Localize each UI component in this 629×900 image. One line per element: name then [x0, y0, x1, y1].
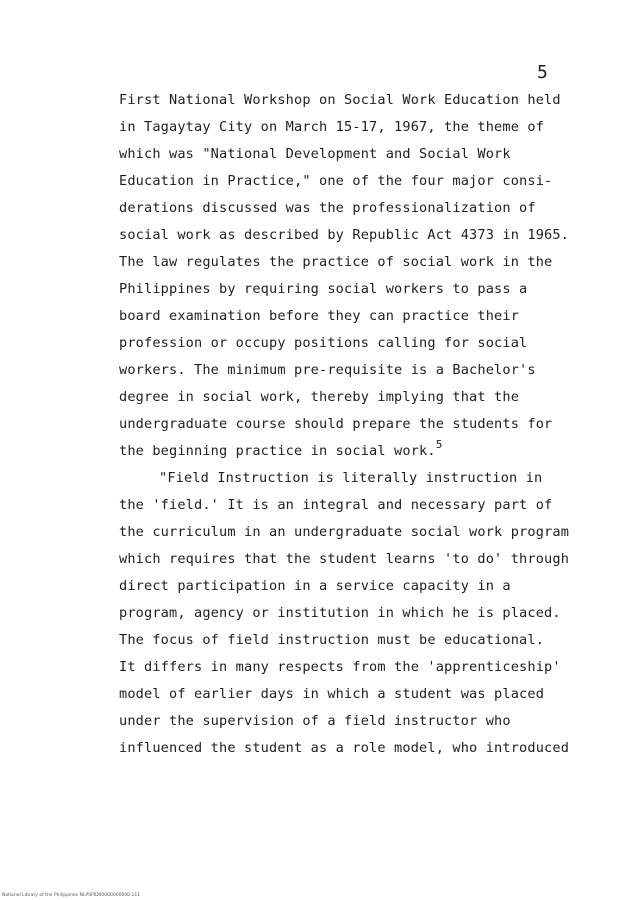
text-line: Philippines by requiring social workers to pass a [119, 281, 528, 297]
text-line: program, agency or institution in which he is placed. [119, 605, 561, 621]
archive-footer-note: National Library of the Philippines NLPSPID00000000000 111 [2, 893, 141, 898]
text-line: workers. The minimum pre-requisite is a Bachelor's [119, 362, 536, 378]
text-line: the curriculum in an undergraduate social work program [119, 524, 570, 540]
text-line: in Tagaytay City on March 15-17, 1967, the theme of [119, 119, 545, 135]
text-line: direct participation in a service capacity in a [119, 578, 511, 594]
page-number: 5 [537, 62, 548, 83]
text-line: derations discussed was the professionalization of [119, 200, 536, 216]
text-line: The focus of field instruction must be educational. [119, 632, 545, 648]
text-line: undergraduate course should prepare the students for [119, 416, 553, 432]
text-line: model of earlier days in which a student was placed [119, 686, 545, 702]
text-line: degree in social work, thereby implying that the [119, 389, 520, 405]
text-line-content: the beginning practice in social work. [119, 443, 436, 459]
text-line: which was "National Development and Social Work [119, 146, 511, 162]
text-line: the 'field.' It is an integral and necessary part of [119, 497, 553, 513]
text-line: influenced the student as a role model, who introduced [119, 740, 570, 756]
text-line: Education in Practice," one of the four major consi- [119, 173, 553, 189]
text-line: board examination before they can practice their [119, 308, 520, 324]
text-line: First National Workshop on Social Work Education held [119, 92, 561, 108]
paragraph-first-line: "Field Instruction is literally instruction in [159, 470, 543, 486]
text-line: under the supervision of a field instructor who [119, 713, 511, 729]
text-line: The law regulates the practice of social work in the [119, 254, 553, 270]
text-line: It differs in many respects from the 'apprenticeship' [119, 659, 561, 675]
text-line: which requires that the student learns 'to do' through [119, 551, 570, 567]
text-line: social work as described by Republic Act 4373 in 1965. [119, 227, 570, 243]
text-line [119, 438, 443, 461]
footnote-reference: 5 [435, 438, 443, 451]
text-line: profession or occupy positions calling for social [119, 335, 528, 351]
